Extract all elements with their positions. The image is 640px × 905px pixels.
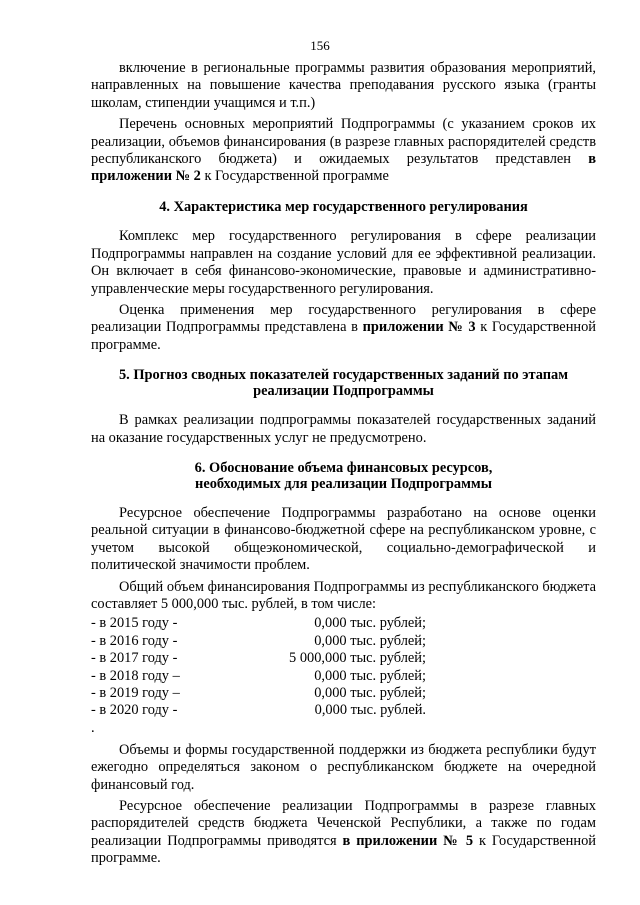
funding-year-row (91, 615, 596, 632)
page-content (91, 60, 596, 872)
funding-year-row (91, 650, 596, 667)
funding-year-amount: 5 000,000 тыс. рублей; (289, 650, 426, 667)
section-6-paragraph-1: Ресурсное обеспечение Подпрограммы разработано на основе оценки реальной ситуации в финансово-бюджетной сфере на республиканском уровне, с учетом высокой общеэкономической, социально-демографической и политической значимости проблем. (91, 505, 596, 574)
section-5-heading-line-1: 5. Прогноз сводных показателей государственных заданий по этапам (118, 367, 569, 384)
appendix-5-reference: в приложении № 5 (342, 832, 474, 849)
section-4-paragraph-2-tail: к Государственной программе. (91, 319, 596, 353)
funding-year-row (91, 685, 596, 702)
funding-year-amount: 0,000 тыс. рублей; (314, 632, 426, 649)
funding-year-amount: 0,000 тыс. рублей; (314, 685, 426, 701)
section-6-paragraph-4-text: Ресурсное обеспечение реализации Подпрограммы в разрезе главных распорядителей средств бюджета Чеченской Республики, а также по годам реализации Подпрограммы приводятся (91, 798, 596, 849)
section-4-paragraph-2-text: Оценка применения мер государственного регулирования в сфере реализации Подпрограммы представлена в (91, 301, 596, 336)
stray-period: . (91, 719, 95, 736)
funding-by-year-list (91, 615, 596, 719)
intro-paragraph-1: включение в региональные программы развития образования мероприятий, направленных на повышение качества преподавания русского языка (гранты школам, стипендии учащимся и т.п.) (91, 60, 596, 111)
appendix-2-reference: в приложении № 2 (91, 151, 596, 185)
funding-year-label: - в 2016 году - (91, 632, 178, 649)
section-6-heading-line-2: необходимых для реализации Подпрограммы (195, 475, 492, 492)
funding-year-amount: 0,000 тыс. рублей; (314, 667, 426, 684)
section-4-paragraph-2 (91, 302, 596, 354)
section-6-paragraph-4 (91, 798, 596, 868)
intro-paragraph-2 (91, 116, 596, 186)
funding-year-amount: 0,000 тыс. рублей. (314, 702, 426, 719)
section-4-heading: 4. Характеристика мер государственного регулирования (159, 198, 528, 215)
funding-year-row (91, 668, 596, 685)
funding-year-row (91, 702, 596, 719)
section-5-heading-line-2: реализации Подпрограммы (253, 382, 434, 399)
section-4-paragraph-1: Комплекс мер государственного регулирования в сфере реализации Подпрограммы направлен на создание условий для ее эффективной реализации. Он включает в себя финансово-экономические, правовые и административно-управленческие меры государственного регулирования. (91, 228, 596, 297)
appendix-3-reference: приложении № 3 (362, 319, 476, 336)
funding-year-row (91, 633, 596, 650)
intro-paragraph-2-tail: к Государственной программе (204, 168, 389, 185)
section-6-paragraph-4-tail: к Государственной программе. (91, 832, 596, 867)
funding-year-label: - в 2017 году - (91, 650, 178, 667)
page-number: 156 (310, 38, 330, 53)
funding-year-label: - в 2019 году – (91, 685, 180, 701)
section-6-heading-line-1: 6. Обоснование объема финансовых ресурсов, (194, 460, 493, 476)
funding-year-label: - в 2015 году - (91, 615, 178, 632)
funding-year-label: - в 2020 году - (91, 702, 178, 719)
funding-year-amount: 0,000 тыс. рублей; (314, 615, 426, 632)
funding-year-label: - в 2018 году – (91, 667, 180, 684)
section-5-heading (91, 368, 596, 399)
section-6-heading (91, 461, 596, 492)
section-5-paragraph-1: В рамках реализации подпрограммы показателей государственных заданий на оказание государственных услуг не предусмотрено. (91, 412, 596, 446)
section-6-paragraph-2: Общий объем финансирования Подпрограммы из республиканского бюджета составляет 5 000,000 тыс. рублей, в том числе: (91, 578, 596, 613)
intro-paragraph-2-text: Перечень основных мероприятий Подпрограммы (с указанием сроков их реализации, объемов финансирования (в разрезе главных распорядителей средств республиканского бюджета) и ожидаемых результатов представлен (91, 116, 596, 168)
section-6-paragraph-3: Объемы и формы государственной поддержки из бюджета республики будут ежегодно определяться законом о республиканском бюджете на очередной финансовый год. (91, 741, 596, 793)
